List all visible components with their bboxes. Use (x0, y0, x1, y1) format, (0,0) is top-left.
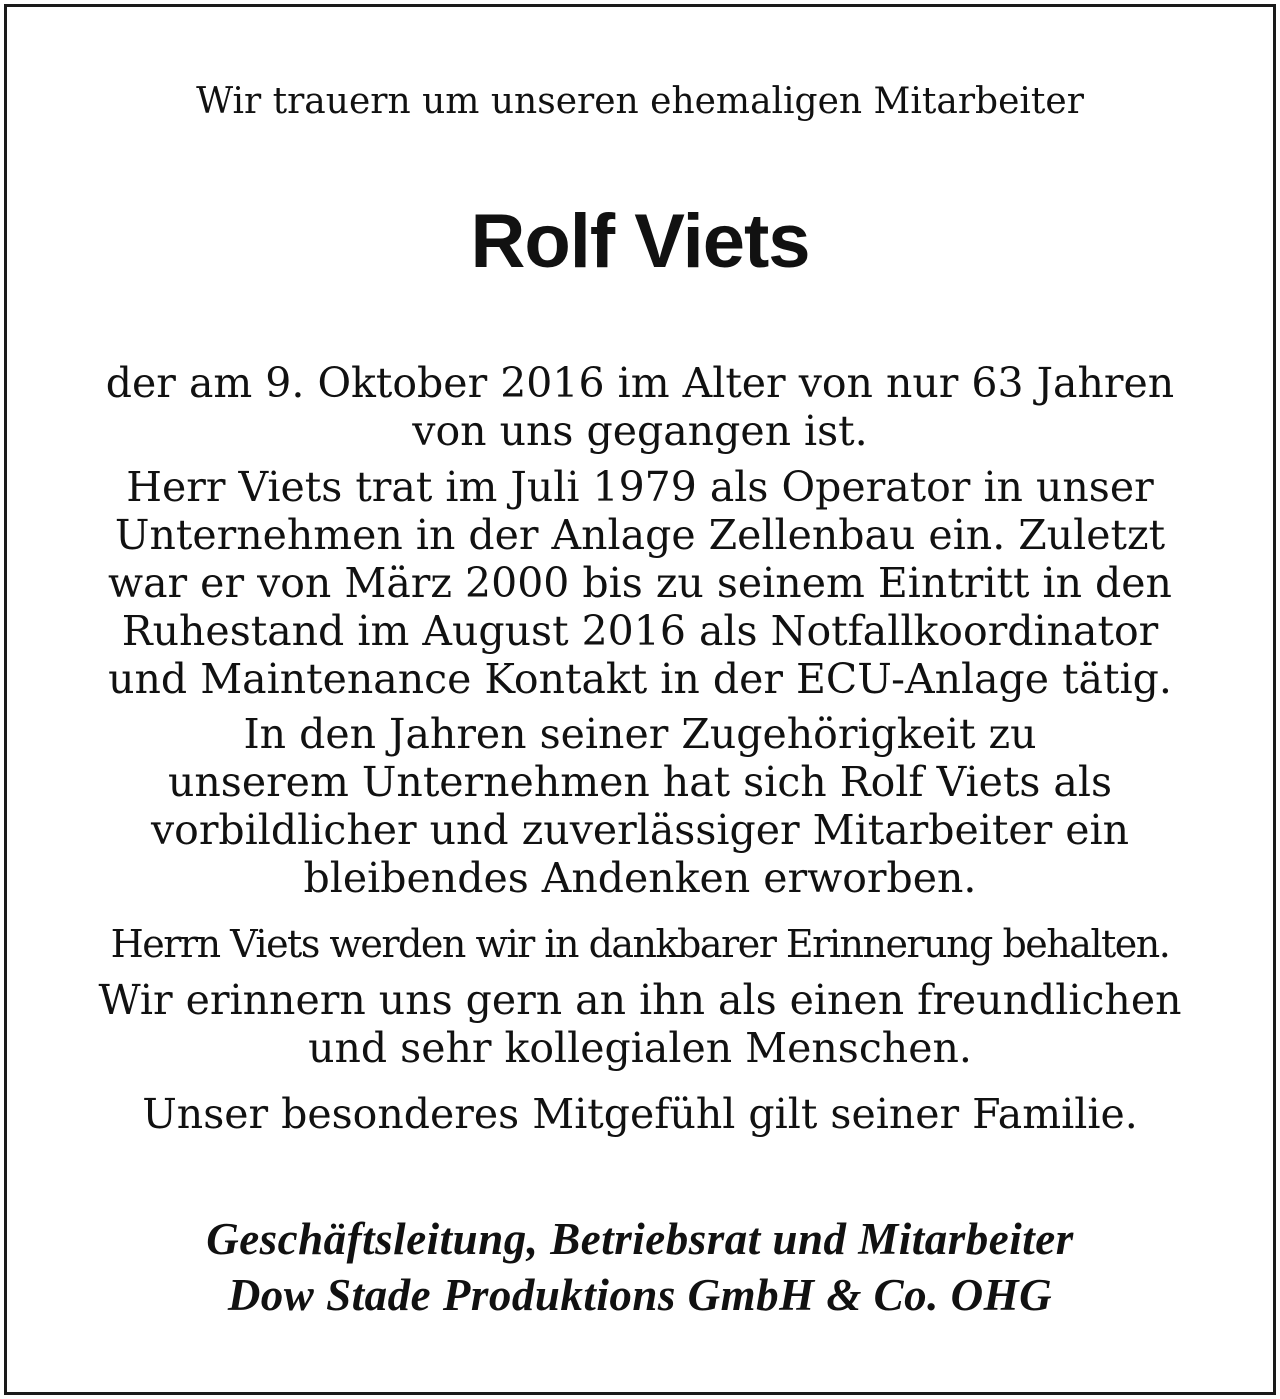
text-line: Herrn Viets werden wir in dankbarer Erinnerung behalten. (110, 922, 1170, 966)
text-line: unserem Unternehmen hat sich Rolf Viets als (167, 758, 1113, 806)
text-line: der am 9. Oktober 2016 im Alter von nur 63 Jahren (105, 359, 1175, 407)
intro-line: Wir trauern um unseren ehemaligen Mitarbeiter (196, 81, 1084, 122)
text-line: war er von März 2000 bis zu seinem Eintritt in den (108, 559, 1172, 607)
text-line: Unser besonderes Mitgefühl gilt seiner Familie. (142, 1090, 1138, 1138)
text-line: Ruhestand im August 2016 als Notfallkoordinator (121, 607, 1159, 655)
text-line: bleibendes Andenken erworben. (303, 854, 977, 902)
text-line: und Maintenance Kontakt in der ECU-Anlage tätig. (108, 655, 1172, 703)
signature-line: Geschäftsleitung, Betriebsrat und Mitarbeiter (206, 1214, 1074, 1264)
text-line: Wir erinnern uns gern an ihn als einen freundlichen (98, 976, 1182, 1024)
text-line: vorbildlicher und zuverlässiger Mitarbeiter ein (150, 806, 1130, 854)
text-line: Herr Viets trat im Juli 1979 als Operator in unser (126, 463, 1154, 511)
deceased-name: Rolf Viets (470, 199, 810, 284)
company-name: Dow Stade Produktions GmbH & Co. OHG (227, 1270, 1053, 1320)
text-line: In den Jahren seiner Zugehörigkeit zu (243, 710, 1037, 758)
text-line: von uns gegangen ist. (412, 407, 868, 455)
text-line: Unternehmen in der Anlage Zellenbau ein. Zuletzt (114, 511, 1166, 559)
obituary-notice (4, 4, 1276, 1395)
text-line: und sehr kollegialen Menschen. (308, 1024, 972, 1072)
